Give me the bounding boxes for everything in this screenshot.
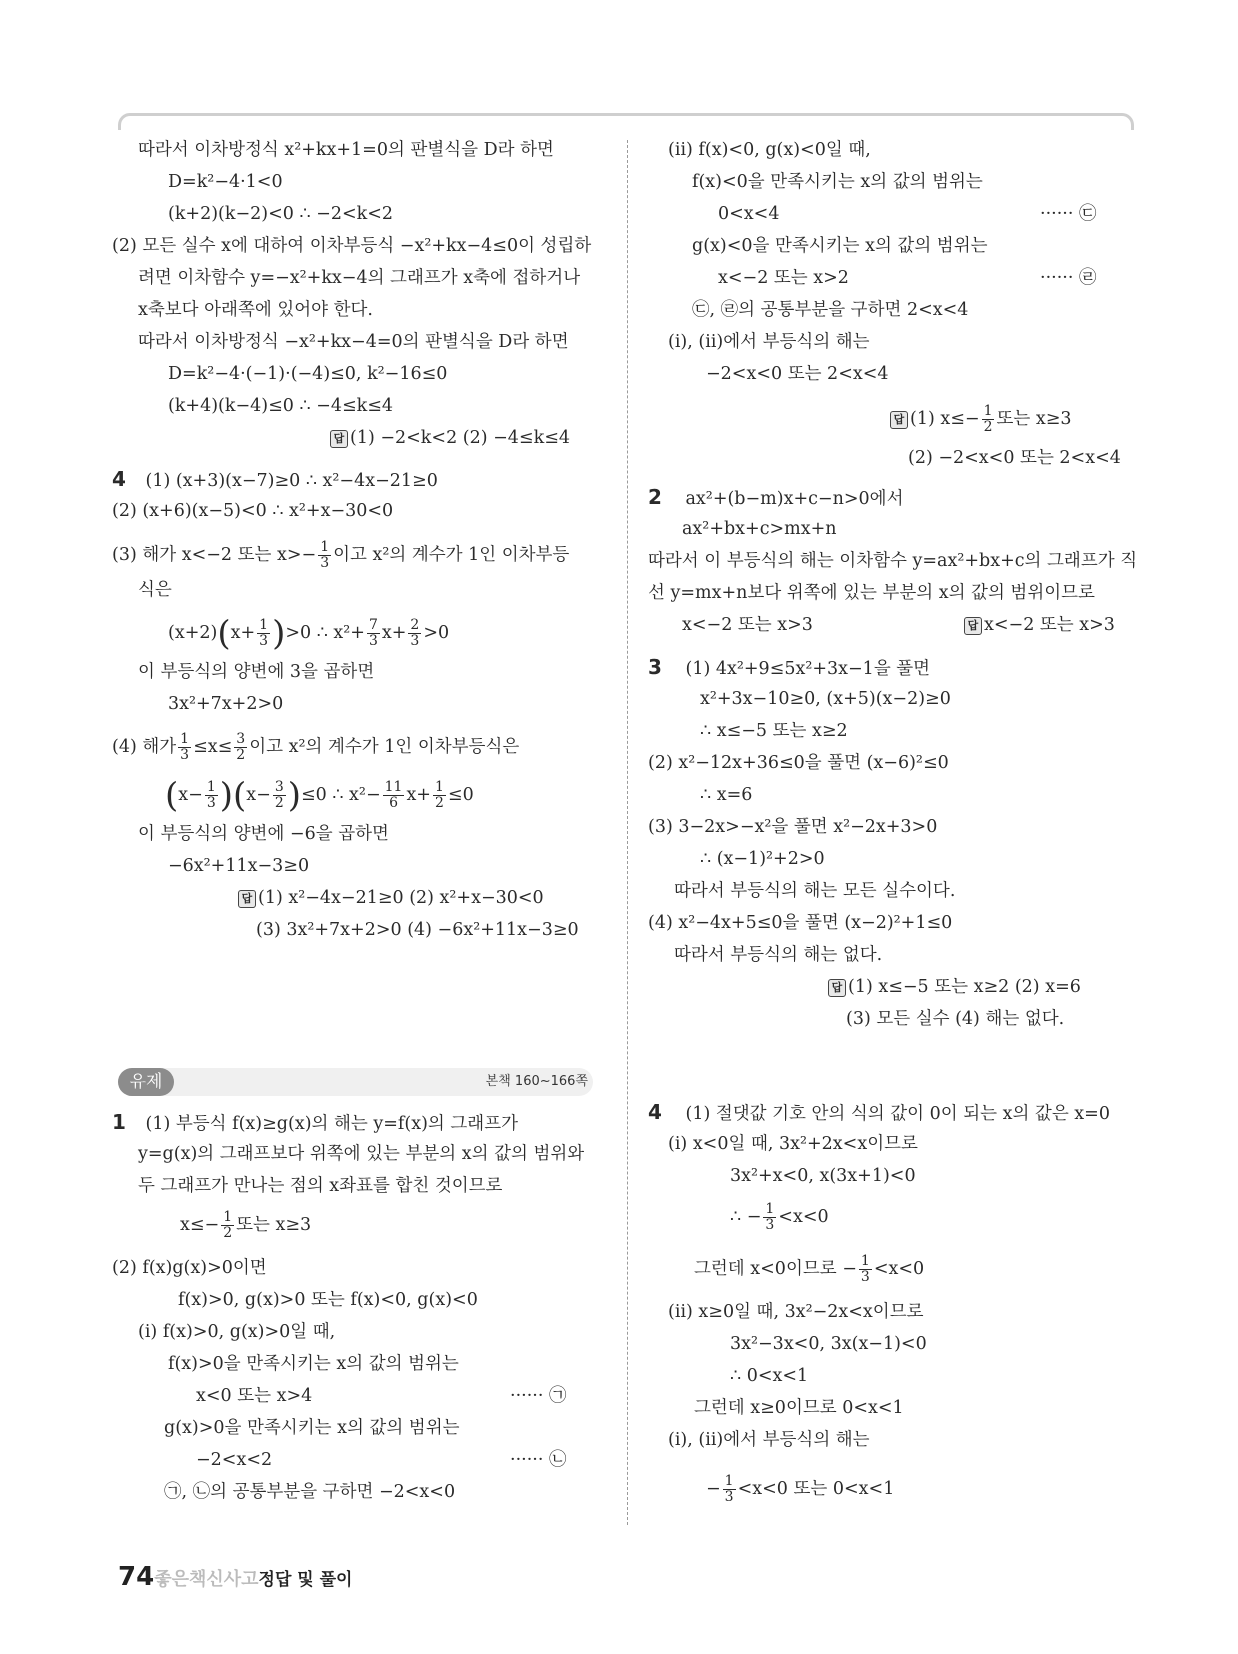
numerator: 1 — [765, 1201, 775, 1217]
text-line: 두 그래프가 만나는 점의 x좌표를 합친 것이므로 — [138, 1176, 503, 1196]
page-footer — [118, 1562, 352, 1592]
text: >0 — [423, 623, 450, 643]
text: x+ — [381, 623, 407, 643]
text: (3) 해가 x<−2 또는 x>− — [112, 545, 317, 565]
answer-text: x<−2 또는 x>3 — [984, 615, 1115, 635]
problem-line — [112, 1110, 518, 1136]
numerator: 1 — [206, 779, 216, 795]
answer-text: (3) 모든 실수 (4) 해는 없다. — [846, 1009, 1065, 1029]
text: (1) 4x²+9≤5x²+3x−1을 풀면 — [685, 659, 931, 679]
text-line: (2) f(x)g(x)>0이면 — [112, 1258, 267, 1278]
answer-line — [238, 886, 544, 910]
text-line-with-fraction — [730, 1202, 829, 1233]
answer-line — [330, 426, 570, 450]
denominator: 3 — [724, 1489, 734, 1505]
section-title: 정답 및 풀이 — [258, 1570, 353, 1590]
text-line: x<−2 또는 x>3 — [682, 615, 813, 635]
text-line: (ⅱ) x≥0일 때, 3x²−2x<x이므로 — [668, 1302, 924, 1322]
problem-line — [648, 1100, 1110, 1126]
text: ∴ − — [730, 1207, 762, 1227]
numerator: 1 — [180, 731, 190, 747]
text-line: ∴ x=6 — [700, 785, 753, 805]
text: <x<0 — [873, 1259, 925, 1279]
text-line: ㉠, ㉡의 공통부분을 구하면 −2<x<0 — [164, 1482, 456, 1502]
text-line: (3) 3−2x>−x²을 풀면 x²−2x+3>0 — [648, 817, 938, 837]
denominator: 3 — [368, 633, 378, 649]
text-line: −6x²+11x−3≥0 — [168, 856, 310, 876]
problem-number: 3 — [648, 655, 662, 679]
numerator: 1 — [259, 617, 269, 633]
page-number: 74 — [118, 1562, 155, 1592]
numerator: 2 — [410, 617, 420, 633]
text-line: (ⅰ), (ⅱ)에서 부등식의 해는 — [668, 332, 870, 352]
text-line: (2) 모든 실수 x에 대하여 이차부등식 −x²+kx−4≤0이 성립하 — [112, 236, 592, 256]
paren-right: ) — [272, 613, 286, 654]
equation-marker: ······ ㉡ — [510, 1450, 567, 1470]
answer-text: (3) 3x²+7x+2>0 (4) −6x²+11x−3≥0 — [256, 920, 579, 940]
text-line-with-fraction — [180, 1210, 311, 1241]
numerator: 1 — [434, 779, 444, 795]
text-line: x<0 또는 x>4 — [196, 1386, 313, 1406]
text-line: ∴ (x−1)²+2>0 — [700, 849, 825, 869]
text-line: ㉢, ㉣의 공통부분을 구하면 2<x<4 — [692, 300, 969, 320]
fraction — [221, 1210, 234, 1241]
text: 그런데 x<0이므로 − — [694, 1259, 857, 1279]
answer-line — [828, 975, 1081, 999]
numerator: 11 — [384, 779, 403, 795]
text-line: x축보다 아래쪽에 있어야 한다. — [138, 300, 373, 320]
text-line: f(x)>0을 만족시키는 x의 값의 범위는 — [168, 1354, 459, 1374]
fraction — [205, 780, 218, 811]
fraction — [257, 618, 270, 649]
answer-icon: 답 — [890, 411, 908, 429]
denominator: 3 — [320, 555, 330, 571]
text: (x+2) — [168, 623, 218, 643]
text-line: (4) x²−4x+5≤0을 풀면 (x−2)²+1≤0 — [648, 913, 953, 933]
text: x≤− — [180, 1215, 220, 1235]
text: 또는 x≥3 — [996, 409, 1072, 429]
numerator: 1 — [860, 1253, 870, 1269]
denominator: 6 — [389, 795, 398, 811]
text-line: 선 y=mx+n보다 위쪽에 있는 부분의 x의 값의 범위이므로 — [648, 583, 1095, 603]
answer-icon: 답 — [330, 430, 348, 448]
text-line: f(x)<0을 만족시키는 x의 값의 범위는 — [692, 172, 983, 192]
paren-left: ( — [165, 775, 179, 816]
fraction — [234, 732, 247, 763]
text-line: ∴ 0<x<1 — [730, 1366, 809, 1386]
text: ax²+(b−m)x+c−n>0에서 — [685, 489, 904, 509]
text-line: (ⅰ), (ⅱ)에서 부등식의 해는 — [668, 1430, 870, 1450]
text-line: 려면 이차함수 y=−x²+kx−4의 그래프가 x축에 접하거나 — [138, 268, 581, 288]
text-line: g(x)<0을 만족시키는 x의 값의 범위는 — [692, 236, 988, 256]
answer-line — [964, 613, 1115, 637]
text-line: ∴ x≤−5 또는 x≥2 — [700, 721, 848, 741]
problem-number: 2 — [648, 485, 662, 509]
text: <x<0 또는 0<x<1 — [737, 1479, 895, 1499]
denominator: 2 — [274, 795, 284, 811]
text-line: 따라서 이차방정식 −x²+kx−4=0의 판별식을 D라 하면 — [138, 332, 569, 352]
text: 또는 x≥3 — [236, 1215, 312, 1235]
problem-number: 4 — [648, 1100, 662, 1124]
text-line: 따라서 부등식의 해는 모든 실수이다. — [674, 881, 956, 901]
text: x+ — [230, 623, 256, 643]
fraction — [763, 1202, 776, 1233]
text: ≤x≤ — [193, 737, 233, 757]
text-line: 이 부등식의 양변에 3을 곱하면 — [138, 662, 375, 682]
answer-icon: 답 — [964, 617, 982, 635]
answer-icon: 답 — [828, 979, 846, 997]
numerator: 1 — [983, 403, 993, 419]
text-line: f(x)>0, g(x)>0 또는 f(x)<0, g(x)<0 — [178, 1290, 478, 1310]
problem-number: 1 — [112, 1110, 126, 1134]
paren-right: ) — [287, 775, 301, 816]
fraction — [982, 404, 995, 435]
equation-marker: ······ ㉢ — [1040, 204, 1097, 224]
denominator: 3 — [765, 1217, 775, 1233]
denominator: 2 — [223, 1225, 233, 1241]
text-line: 0<x<4 — [718, 204, 780, 224]
fraction — [318, 540, 331, 571]
text: <x<0 — [778, 1207, 829, 1227]
text: x− — [178, 785, 203, 805]
text-line: D=k²−4·1<0 — [168, 172, 283, 192]
exercise-tag: 유제 — [118, 1068, 174, 1096]
text-line: 따라서 이차방정식 x²+kx+1=0의 판별식을 D라 하면 — [138, 140, 554, 160]
text: >0 ∴ x²+ — [285, 623, 365, 643]
text-line: D=k²−4·(−1)·(−4)≤0, k²−16≤0 — [168, 364, 448, 384]
text-line-with-fraction — [112, 540, 569, 571]
text-line: (1) (x+3)(x−7)≥0 ∴ x²−4x−21≥0 — [145, 471, 438, 491]
paren-left: ( — [233, 775, 247, 816]
text-line: y=g(x)의 그래프보다 위쪽에 있는 부분의 x의 값의 범위와 — [138, 1144, 585, 1164]
problem-line — [648, 485, 903, 511]
text: 이고 x²의 계수가 1인 이차부등식은 — [249, 737, 520, 757]
denominator: 3 — [259, 633, 269, 649]
fraction — [723, 1474, 736, 1505]
text-line-with-fraction — [694, 1254, 924, 1285]
text-line: 3x²−3x<0, 3x(x−1)<0 — [730, 1334, 927, 1354]
text-line: 3x²+x<0, x(3x+1)<0 — [730, 1166, 916, 1186]
text-line: x²+3x−10≥0, (x+5)(x−2)≥0 — [700, 689, 951, 709]
text: (4) 해가 — [112, 737, 177, 757]
top-border — [118, 113, 1134, 130]
text-line: 그런데 x≥0이므로 0<x<1 — [694, 1398, 904, 1418]
equation-marker: ······ ㉣ — [1040, 268, 1097, 288]
fraction — [408, 618, 421, 649]
equation-marker: ······ ㉠ — [510, 1386, 567, 1406]
numerator: 1 — [223, 1209, 233, 1225]
text-line: (ⅰ) x<0일 때, 3x²+2x<x이므로 — [668, 1134, 918, 1154]
column-divider — [627, 140, 628, 1525]
text-line: (k+2)(k−2)<0 ∴ −2<k<2 — [168, 204, 394, 224]
numerator: 3 — [274, 779, 284, 795]
text-line: x<−2 또는 x>2 — [718, 268, 849, 288]
fraction — [178, 732, 191, 763]
text-line: 따라서 부등식의 해는 없다. — [674, 945, 883, 965]
text-line: ax²+bx+c>mx+n — [682, 519, 837, 539]
answer-text: (1) x²−4x−21≥0 (2) x²+x−30<0 — [258, 888, 544, 908]
text: (1) 절댓값 기호 안의 식의 값이 0이 되는 x의 값은 x=0 — [685, 1104, 1110, 1124]
paren-right: ) — [219, 775, 233, 816]
text: 이고 x²의 계수가 1인 이차부등 — [333, 545, 570, 565]
text-line: (2) (x+6)(x−5)<0 ∴ x²+x−30<0 — [112, 501, 394, 521]
answer-text: (2) −2<x<0 또는 2<x<4 — [908, 448, 1121, 468]
denominator: 2 — [236, 747, 246, 763]
answer-text: (1) −2<k<2 (2) −4≤k≤4 — [350, 428, 570, 448]
text: (1) 부등식 f(x)≥g(x)의 해는 y=f(x)의 그래프가 — [145, 1114, 518, 1134]
text: x− — [246, 785, 271, 805]
numerator: 1 — [320, 539, 330, 555]
denominator: 2 — [983, 419, 993, 435]
text: − — [706, 1479, 721, 1499]
fraction — [367, 618, 380, 649]
answer-line — [890, 404, 1072, 435]
text-line: −2<x<2 — [196, 1450, 273, 1470]
denominator: 3 — [410, 633, 420, 649]
formula-line — [168, 613, 450, 654]
fraction — [383, 780, 405, 811]
book-name: 좋은책신사고 — [154, 1569, 259, 1590]
numerator: 1 — [724, 1473, 734, 1489]
textbook-reference: 본책 160~166쪽 — [485, 1074, 588, 1089]
denominator: 2 — [434, 795, 444, 811]
fraction — [273, 780, 286, 811]
fraction — [859, 1254, 872, 1285]
text-line: (k+4)(k−4)≤0 ∴ −4≤k≤4 — [168, 396, 394, 416]
problem-4-line — [112, 467, 438, 493]
denominator: 3 — [180, 747, 190, 763]
denominator: 3 — [206, 795, 216, 811]
numerator: 3 — [236, 731, 246, 747]
text-line: 3x²+7x+2>0 — [168, 694, 284, 714]
text: x+ — [406, 785, 431, 805]
text-line: (ⅰ) f(x)>0, g(x)>0일 때, — [138, 1322, 336, 1342]
answer-icon: 답 — [238, 890, 256, 908]
text: (1) x≤− — [910, 409, 980, 429]
problem-number: 4 — [112, 467, 126, 491]
text-line-with-fraction — [706, 1474, 894, 1505]
text-line: 이 부등식의 양변에 −6을 곱하면 — [138, 824, 389, 844]
text-line: (ⅱ) f(x)<0, g(x)<0일 때, — [668, 140, 871, 160]
paren-left: ( — [217, 613, 231, 654]
text-line: (2) x²−12x+36≤0을 풀면 (x−6)²≤0 — [648, 753, 949, 773]
text-line: −2<x<0 또는 2<x<4 — [706, 364, 889, 384]
answer-text: (1) x≤−5 또는 x≥2 (2) x=6 — [848, 977, 1081, 997]
denominator: 3 — [860, 1269, 870, 1285]
text: ≤0 ∴ x²− — [301, 785, 381, 805]
text-line: 식은 — [138, 580, 172, 600]
problem-line — [648, 655, 930, 681]
text-line: g(x)>0을 만족시키는 x의 값의 범위는 — [164, 1418, 460, 1438]
text-line-with-fraction — [112, 732, 519, 763]
text: ≤0 — [447, 785, 474, 805]
fraction — [433, 780, 446, 811]
text-line: 따라서 이 부등식의 해는 이차함수 y=ax²+bx+c의 그래프가 직 — [648, 551, 1138, 571]
numerator: 7 — [368, 617, 378, 633]
formula-line — [165, 775, 474, 816]
